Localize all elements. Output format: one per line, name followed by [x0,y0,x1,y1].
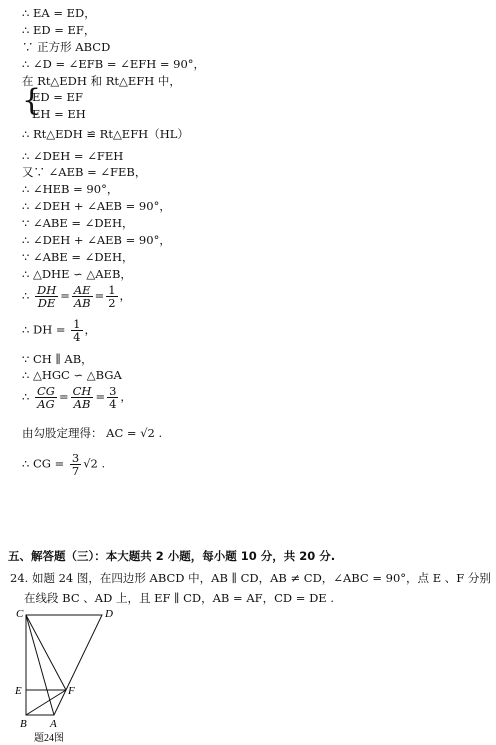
label-e: E [15,685,22,697]
problem-24-line-2: 在线段 BC 、AD 上，且 EF ∥ CD，AB = AF，CD = DE . [24,591,335,605]
section-heading: 五、解答题（三）：本大题共 2 小题，每小题 10 分，共 20 分. [8,549,336,563]
line-deh-feh: ∴ ∠DEH = ∠FEH [22,149,124,163]
segment-cf [26,615,66,690]
ratio1-prefix: ∴ [22,288,30,303]
fraction-dh-de: $\frac{DH}{DE}$ [36,283,57,310]
line-in-triangles: 在 Rt△EDH 和 Rt△EFH 中， [22,74,181,88]
system-eq-1: ED = EF [32,90,83,104]
problem-24-figure [12,605,132,745]
line-similar-hgc-bga: ∴ △HGC ∽ △BGA [22,368,122,382]
line-heb-90: ∴ ∠HEB = 90°， [22,182,119,196]
line-similar-dhe-aeb: ∴ △DHE ∽ △AEB， [22,267,132,281]
system-brace: { [22,83,42,118]
line-sum-90-b: ∴ ∠DEH + ∠AEB = 90°， [22,233,171,247]
fraction-three-sevenths: $\frac{3}{7}$ [71,451,80,478]
fraction-ae-ab: $\frac{AE}{AB}$ [73,283,91,310]
fraction-cg-ag: $\frac{CG}{AG}$ [36,384,55,411]
line-ratio-dh-de: ∴ $\frac{DH}{DE}$ = $\frac{AE}{AB}$ = $\frac{1}{2}$ ， [22,283,132,310]
label-c: C [16,608,24,620]
label-b: B [20,718,27,730]
line-sum-90-a: ∴ ∠DEH + ∠AEB = 90°， [22,199,171,213]
figure-caption: 题24图 [34,733,64,744]
label-f: F [68,685,75,697]
line-square: ∵ 正方形 ABCD [22,40,111,54]
line-abe-deh-a: ∵ ∠ABE = ∠DEH， [22,216,134,230]
line-congruent: ∴ Rt△EDH ≌ Rt△EFH（HL） [22,127,189,141]
line-right-angles: ∴ ∠D = ∠EFB = ∠EFH = 90°， [22,57,206,71]
label-d: D [105,608,113,620]
fraction-one-half: $\frac{1}{2}$ [108,283,116,310]
system-eq-2: EH = EH [32,107,86,121]
line-ch-parallel-ab: ∵ CH ∥ AB， [22,352,93,366]
line-cg-value: ∴ CG = $\frac{3}{7}$ √2 . [22,451,106,478]
line-ratio-cg-ag: ∴ $\frac{CG}{AG}$ = $\frac{CH}{AB}$ = $\frac{3}{4}$ ， [22,384,132,411]
fraction-three-quarters: $\frac{3}{4}$ [109,384,117,411]
quadrilateral-abcd [26,615,102,715]
line-dh-value: ∴ DH = $\frac{1}{4}$ ， [22,317,96,344]
fraction-one-quarter: $\frac{1}{4}$ [73,317,81,344]
problem-24-line-1: 24. 如题 24 图，在四边形 ABCD 中，AB ∥ CD，AB ≠ CD，∠ABC = 90°，点 E 、F 分别 [10,571,491,585]
fraction-ch-ab: $\frac{CH}{AB}$ [72,384,92,411]
label-a: A [50,718,57,730]
line-ea-ed: ∴ EA = ED， [22,6,96,20]
line-aeb-feb: 又∵ ∠AEB = ∠FEB， [22,165,147,179]
line-abe-deh-b: ∵ ∠ABE = ∠DEH， [22,250,134,264]
line-pythagorean: 由勾股定理得： AC = √2 . [22,426,163,440]
line-ed-ef: ∴ ED = EF， [22,23,96,37]
